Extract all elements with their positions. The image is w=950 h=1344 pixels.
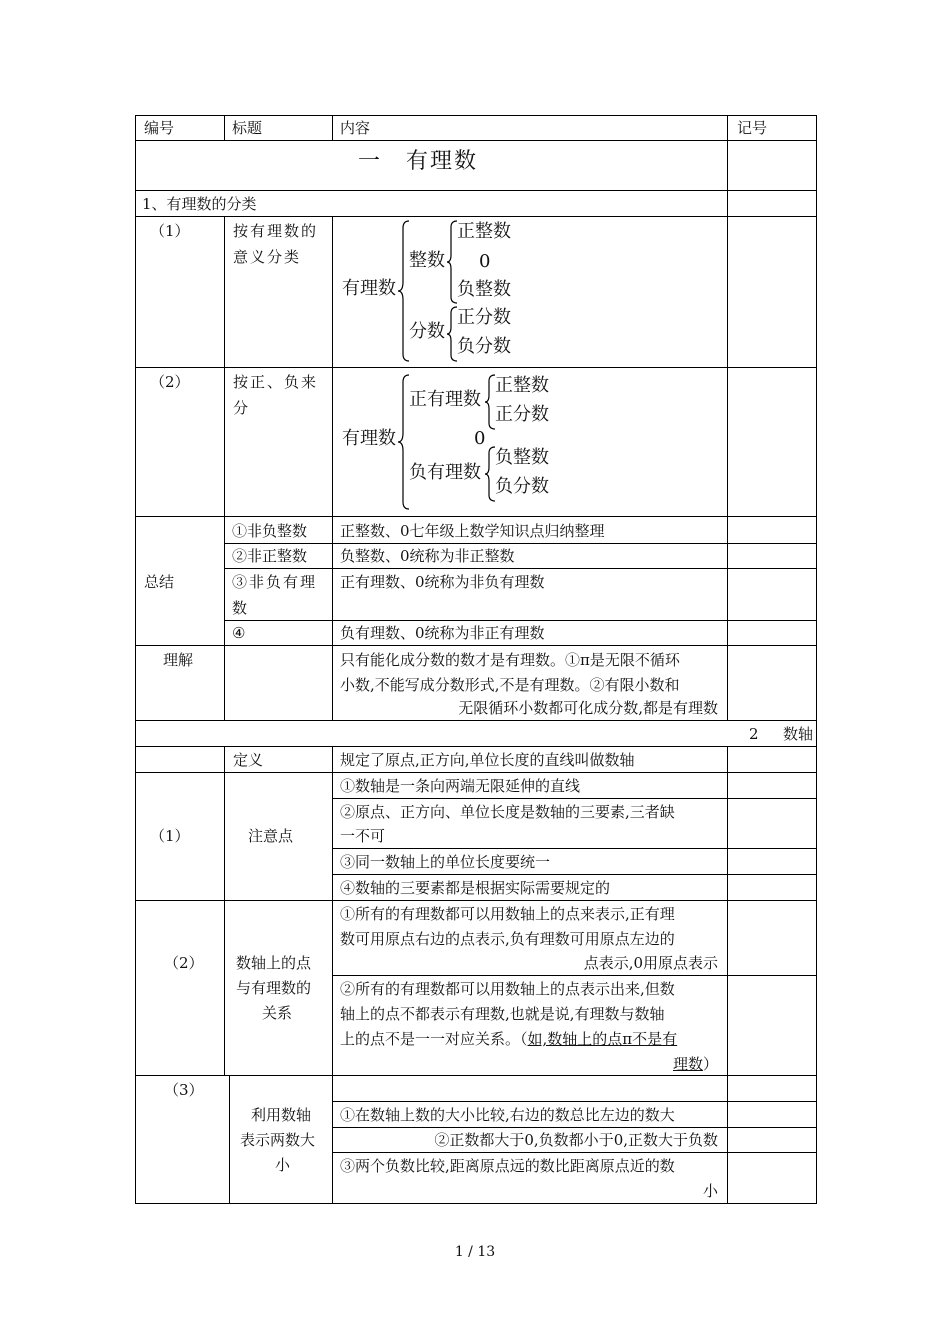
definition-text: 规定了原点,正方向,单位长度的直线叫做数轴: [340, 751, 635, 769]
header-note: 记号: [737, 119, 768, 137]
notes-item-4: ④数轴的三要素都是根据实际需要规定的: [340, 879, 611, 897]
relation-item2-example-cont: 理数: [672, 1055, 703, 1073]
summary-desc-3: 正有理数、0统称为非负有理数: [340, 573, 545, 591]
relation-label-line-3: 关系: [262, 1004, 293, 1022]
understanding-line-3: 无限循环小数都可化成分数,都是有理数: [458, 699, 718, 717]
relation-item1-line-2: 数可用原点右边的点表示,负有理数可用原点左边的: [340, 930, 675, 948]
relation-item2-line-2: 轴上的点不都表示有理数,也就是说,有理数与数轴: [340, 1005, 665, 1023]
notes-number: （1）: [150, 827, 190, 845]
relation-label-line-2: 与有理数的: [236, 979, 312, 997]
summary-desc-2: 负整数、0统称为非正整数: [340, 547, 515, 565]
tree1-zero: 0: [479, 251, 491, 272]
compare-label-line-3: 小: [275, 1156, 291, 1174]
tree2-root: 有理数: [342, 428, 396, 449]
notes-item-2-cont: 一不可: [340, 827, 386, 845]
compare-label-line-1: 利用数轴: [251, 1106, 312, 1124]
relation-label-line-1: 数轴上的点: [236, 954, 312, 972]
header-title: 标题: [232, 119, 263, 137]
tree2-neg-int: 负整数: [495, 447, 549, 468]
compare-item-1: ①在数轴上数的大小比较,右边的数总比左边的数大: [340, 1106, 675, 1124]
tree1-pos-frac: 正分数: [457, 307, 511, 328]
summary-term-4: ④: [232, 624, 246, 642]
tree2-zero: 0: [474, 428, 486, 449]
relation-number: （2）: [164, 954, 204, 972]
tree1-root: 有理数: [342, 278, 396, 299]
relation-item1-line-1: ①所有的有理数都可以用数轴上的点来表示,正有理: [340, 905, 675, 923]
summary-term-1: ①非负整数: [232, 522, 308, 540]
row1-label: 按有理数的意义分类: [233, 222, 319, 266]
relation-item2-close: ）: [702, 1055, 718, 1073]
tree2-negative: 负有理数: [409, 462, 481, 483]
row2-number: （2）: [150, 373, 190, 391]
notes-item-1: ①数轴是一条向两端无限延伸的直线: [340, 777, 581, 795]
tree1-neg-int: 负整数: [457, 279, 511, 300]
tree1-pos-int: 正整数: [457, 221, 511, 242]
compare-item-3: ③两个负数比较,距离原点远的数比距离原点近的数: [340, 1157, 675, 1175]
compare-number: （3）: [164, 1081, 204, 1099]
notes-item-2: ②原点、正方向、单位长度是数轴的三要素,三者缺: [340, 803, 675, 821]
definition-label: 定义: [233, 751, 264, 769]
summary-label: 总结: [144, 573, 175, 591]
notes-label: 注意点: [248, 827, 294, 845]
header-no: 编号: [144, 119, 175, 137]
row2-label: 按正、负来分: [233, 373, 319, 417]
compare-item-2: ②正数都大于0,负数都小于0,正数大于负数: [434, 1131, 718, 1149]
tree1-integer: 整数: [409, 250, 445, 271]
tree2-pos-int: 正整数: [495, 375, 549, 396]
summary-term-3: ③非负有理数: [232, 573, 318, 617]
page-number: 1 / 13: [454, 1244, 496, 1260]
relation-item2-line-3: [340, 1026, 677, 1052]
section2-heading-text: 数轴: [783, 725, 814, 743]
tree2-positive: 正有理数: [409, 389, 481, 410]
relation-item2-example: 如,数轴上的点π不是有: [527, 1030, 678, 1048]
tree1-neg-frac: 负分数: [457, 336, 511, 357]
relation-item1-line-3: 点表示,0用原点表示: [583, 954, 718, 972]
header-content: 内容: [340, 119, 371, 137]
tree1-fraction: 分数: [409, 321, 445, 342]
section1-heading: 1、有理数的分类: [142, 195, 257, 213]
summary-desc-1: 正整数、0七年级上数学知识点归纳整理: [340, 522, 605, 540]
compare-item-3-cont: 小: [702, 1182, 718, 1200]
tree2-neg-frac: 负分数: [495, 476, 549, 497]
relation-item2-line-1: ②所有的有理数都可以用数轴上的点表示出来,但数: [340, 980, 675, 998]
summary-desc-4: 负有理数、0统称为非正有理数: [340, 624, 545, 642]
notes-item-3: ③同一数轴上的单位长度要统一: [340, 853, 551, 871]
section2-heading-number: 2: [749, 725, 759, 743]
understanding-line-1: 只有能化成分数的数才是有理数。①π是无限不循环: [340, 651, 680, 669]
relation-item2-line-4: [673, 1051, 718, 1077]
compare-label-line-2: 表示两数大: [240, 1131, 316, 1149]
tree2-pos-frac: 正分数: [495, 404, 549, 425]
summary-term-2: ②非正整数: [232, 547, 308, 565]
row1-number: （1）: [150, 222, 190, 240]
understanding-label: 理解: [163, 651, 194, 669]
relation-item2-line-3-text: 上的点不是一一对应关系。（: [340, 1030, 528, 1048]
understanding-line-2: 小数,不能写成分数形式,不是有理数。②有限小数和: [340, 676, 680, 694]
chapter-title: 一 有理数: [358, 149, 479, 174]
